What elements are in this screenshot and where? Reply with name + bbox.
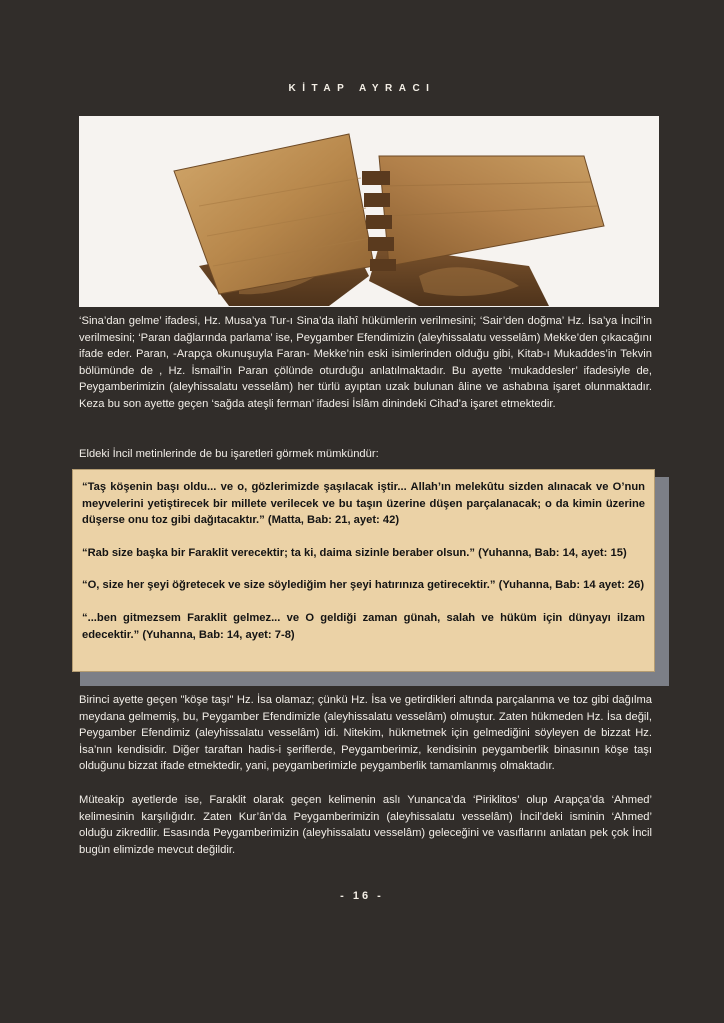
paragraph-lead-in: Eldeki İncil metinlerinde de bu işaretleri görmek mümkündür: [79, 448, 379, 460]
rahle-icon [79, 116, 659, 307]
quote-item: “O, size her şeyi öğretecek ve size söylediğim her şeyi hatırınıza getirecektir.” (Yuhanna, Bab: 14 ayet: 26) [82, 579, 645, 592]
quote-item: “...ben gitmezsem Faraklit gelmez... ve O geldiği zaman günah, salah ve hüküm için dünyayı ilzam edecektir.” (Yuhanna, Bab: 14, ayet: 7-8) [82, 611, 645, 641]
page-number: - 16 - [340, 890, 384, 902]
quote-item: “Taş köşenin başı oldu... ve o, gözlerimizde şaşılacak iştir... Allah’ın melekûtu sizden alınacak ve O’nun meyvelerini yetiştirecek bir millete verilecek ve bu taşın üzerine düşen parçalanacak; o da kimin üzerine düşerse onu toz gibi dağıtacaktır.” (Matta, Bab: 21, ayet: 42) [82, 481, 645, 527]
quote-item: “Rab size başka bir Faraklit verecektir; ta ki, daima sizinle beraber olsun.” (Yuhanna, Bab: 14, ayet: 15) [82, 546, 627, 559]
page-header-title: KİTAP AYRACI [288, 83, 436, 94]
paragraph-faraklit: Müteakip ayetlerde ise, Faraklit olarak geçen kelimenin aslı Yunanca’da ‘Piriklitos’ olup Arapça’da ‘Ahmed’ kelimesinin karşılığıdır. Zaten Kur’ân’da Peygamberimizin (aleyhissalatu vesselâm) İncil’deki isminin ‘Ahmed’ olduğu zikredilir. Esasında Peygamberimizin (aleyhissalatu vesselâm) geleceğini ve vasıflarını anlatan pek çok İncil bugün elimizde mevcut değildir. [79, 794, 652, 856]
paragraph-intro: ‘Sina’dan gelme’ ifadesi, Hz. Musa’ya Tur-ı Sina’da ilahî hükümlerin verilmesini; ‘Sair’den doğma’ Hz. İsa’ya İncil’in verilmesini; ‘Paran dağlarında parlama’ ise, Peygamber Efendimizin (aleyhissalatu vesselâm) Mekke’den çıkacağını ifade eder. Paran, -Arapça okunuşuyla Faran- Mekke’nin eski isimlerinden olduğu gibi, Kitab-ı Mukaddes’in Tekvin bölümünde de , Hz. İsmail’in Paran çölünde oturduğu anlatılmaktadır. Bu ayette ‘mukaddesler’ ifadesiyle de, Peygamberimizin (aleyhissalatu vesselâm) her türlü ayıptan uzak bulunan âline ve ashabına işaret olunmaktadır. Keza bu son ayette geçen ‘sağda ateşli ferman’ ifadesi İslâm dinindeki Cihad’a işaret etmektedir. [79, 315, 652, 410]
quote-box [72, 469, 655, 672]
rahle-image [79, 116, 659, 307]
paragraph-cornerstone: Birinci ayette geçen "köşe taşı" Hz. İsa olamaz; çünkü Hz. İsa ve getirdikleri altında parçalanma ve toz gibi dağılma meydana gelmemiş, bu, Peygamber Efendimizle (aleyhissalatu vesselâm) olmuştur. Zaten hükmeden Hz. İsa değil, Peygamber Efendimiz (aleyhissalatu vesselâm) idi. Nitekim, hükmetmek için gelmediğini söyleyen de bizzat Hz. İsa’nın kendisidir. Diğer taraftan hadis-i şeriflerde, Peygamberimiz, kendisinin peygamberlik binasının köşe taşı olduğunu bizzat ifade etmektedir, yani, peygamberimizle peygamberlik tamamlanmış olmaktadır. [79, 694, 652, 773]
